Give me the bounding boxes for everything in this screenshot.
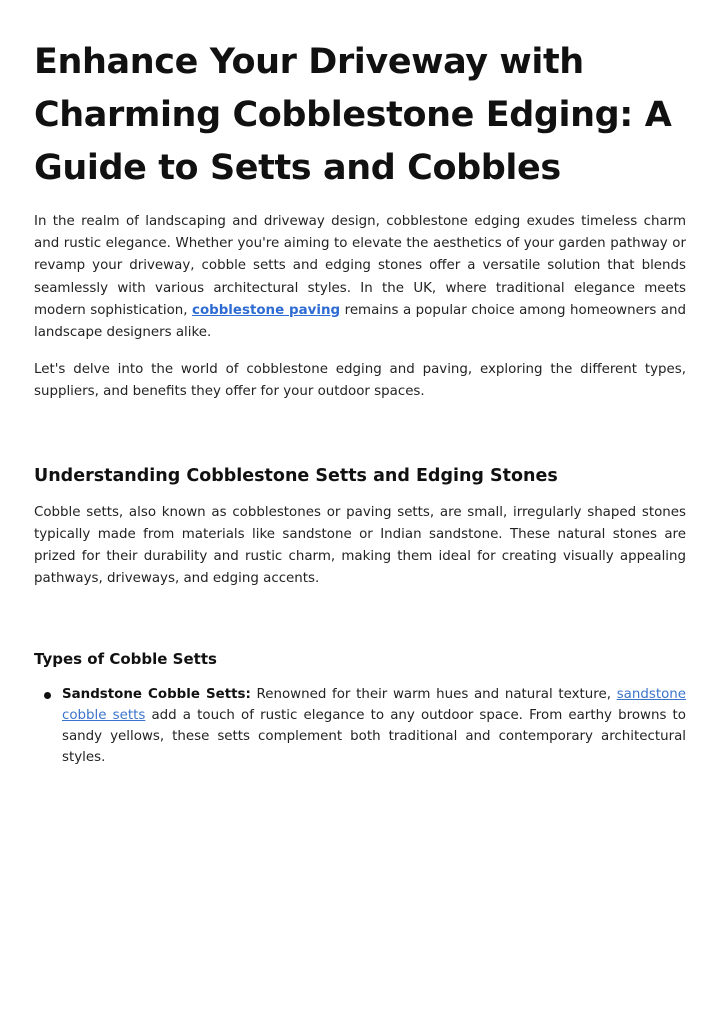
list-item-text-start: Renowned for their warm hues and natural texture, <box>250 687 617 703</box>
intro-text-end: remains a popular choice among homeowners and landscape designers alike. <box>34 302 687 341</box>
list-item-text-end: add a touch of rustic elegance to any outdoor space. From earthy browns to sandy yellows, these setts complement both traditional and contemporary architectural styles. <box>62 708 686 765</box>
page-title: Enhance Your Driveway with Charming Cobblestone Edging: A Guide to Setts and Cobbles <box>34 42 672 188</box>
document-page <box>34 36 686 769</box>
intro-text-start: In the realm of landscaping and driveway design, cobblestone edging exudes timeless charm and rustic elegance. Whether you're aiming to elevate the aesthetics of your garden pathway or revamp your driveway, cobble setts and edging stones offer a versatile solution that blends seamlessly with various architectural styles. In the UK, where traditional elegance meets modern sophistication, <box>34 214 686 318</box>
understanding-heading: Understanding Cobblestone Setts and Edging Stones <box>34 465 558 486</box>
list-item-label: Sandstone Cobble Setts: <box>62 687 251 703</box>
sandstone-cobble-setts-link[interactable]: sandstone cobble setts <box>62 687 687 724</box>
bullet-icon <box>44 692 51 699</box>
intro-paragraph-2: Let's delve into the world of cobblestone edging and paving, exploring the different types, suppliers, and benefits they offer for your outdoor spaces. <box>34 362 686 400</box>
types-list <box>34 685 686 768</box>
understanding-paragraph: Cobble setts, also known as cobblestones or paving setts, are small, irregularly shaped stones typically made from materials like sandstone or Indian sandstone. These natural stones are prized for their durability and rustic charm, making them ideal for creating visually appealing pathways, driveways, and edging accents. <box>34 504 686 587</box>
intro-paragraph <box>34 211 686 344</box>
list-item <box>62 685 686 768</box>
cobblestone-paving-link[interactable]: cobblestone paving <box>192 302 341 318</box>
types-heading: Types of Cobble Setts <box>34 650 217 669</box>
